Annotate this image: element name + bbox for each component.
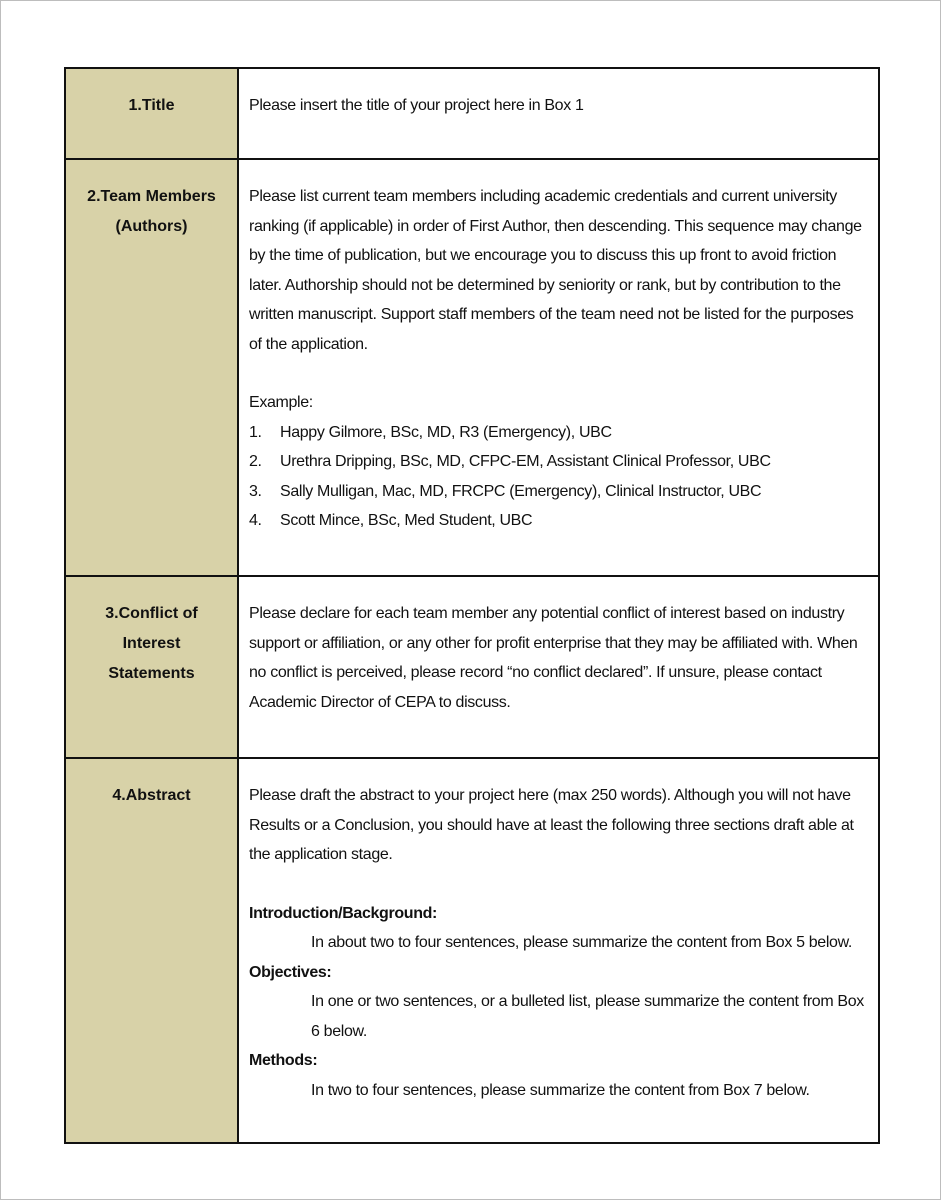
- conflict-of-interest-text: Please declare for each team member any potential conflict of interest based on industry support or affiliation, or any other for profit enterprise that they may be affiliated with. When no conflict is perceived, please record “no conflict declared”. If unsure, please contact Academic Director of CEPA to discuss.: [249, 605, 858, 711]
- team-members-instructions-text: Please list current team members including academic credentials and current university ranking (if applicable) in order of First Author, then descending. This sequence may change by the time of publication, but we encourage you to discuss this up front to avoid friction later. Authorship should not be determined by seniority or rank, but by contribution to the written manuscript. Support staff members of the team need not be listed for the purposes of the application.: [249, 188, 862, 353]
- list-item: 1. Happy Gilmore, BSc, MD, R3 (Emergency), UBC: [249, 423, 612, 441]
- abstract-row: [65, 758, 879, 1143]
- section-heading-methods: Methods:: [249, 1052, 318, 1069]
- list-item: 2. Urethra Dripping, BSc, MD, CFPC-EM, Assistant Clinical Professor, UBC: [249, 453, 771, 470]
- team-members-instructions: [238, 159, 879, 576]
- conflict-of-interest-row: [65, 576, 879, 758]
- application-form-table: [64, 67, 880, 1144]
- title-row: [65, 68, 879, 159]
- example-author-list: [249, 418, 870, 536]
- title-instructions-text: Please insert the title of your project here in Box 1: [249, 97, 584, 114]
- row-label-title: 1.Title: [65, 68, 238, 159]
- team-members-row: [65, 159, 879, 576]
- section-heading-objectives: Objectives:: [249, 963, 332, 981]
- section-heading-introduction: Introduction/Background:: [249, 904, 438, 922]
- abstract-intro-text: Please draft the abstract to your project here (max 250 words). Although you will not have Results or a Conclusion, you should have at least the following three sections draft able at the application stage.: [249, 787, 854, 863]
- section-text-objectives: In one or two sentences, or a bulleted list, please summarize the content from Box 6 below.: [311, 993, 864, 1040]
- section-text-introduction: In about two to four sentences, please summarize the content from Box 5 below.: [311, 934, 853, 951]
- list-item: 4. Scott Mince, BSc, Med Student, UBC: [249, 512, 533, 529]
- row-label-conflict-of-interest: 3.Conflict of Interest Statements: [65, 576, 238, 758]
- section-text-methods: In two to four sentences, please summarize the content from Box 7 below.: [311, 1081, 810, 1099]
- list-item: 3. Sally Mulligan, Mac, MD, FRCPC (Emergency), Clinical Instructor, UBC: [249, 482, 762, 500]
- title-instructions: [238, 68, 879, 159]
- row-label-team-members: 2.Team Members (Authors): [65, 159, 238, 576]
- abstract-instructions: [238, 758, 879, 1143]
- example-label: Example:: [249, 394, 313, 411]
- row-label-abstract: 4.Abstract: [65, 758, 238, 1143]
- conflict-of-interest-instructions: [238, 576, 879, 758]
